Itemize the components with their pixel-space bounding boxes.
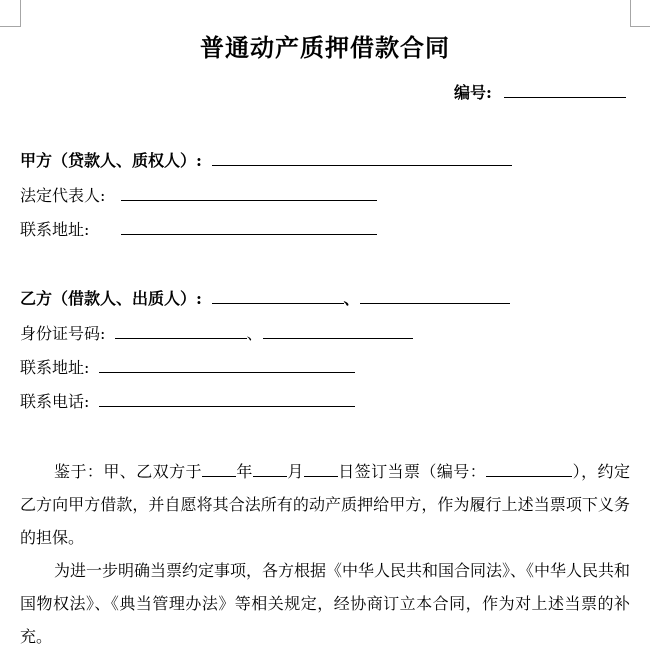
- party-a-address-label: 联系地址:: [20, 220, 90, 239]
- party-b-address-row: [20, 355, 355, 379]
- recital-text-1: 鉴于：甲、乙双方于: [54, 462, 202, 481]
- page-corner-mark-top-right: [630, 0, 650, 27]
- party-b-id-row: [20, 321, 413, 345]
- party-a-legal-rep-label: 法定代表人:: [20, 186, 106, 205]
- party-a-legal-rep-row: [20, 183, 377, 207]
- document-title: 普通动产质押借款合同: [200, 33, 450, 62]
- party-b-phone-label: 联系电话:: [20, 392, 90, 411]
- party-b-row: [20, 286, 510, 310]
- party-b-id-blank-2[interactable]: [263, 321, 413, 339]
- recital-ticket-number-blank[interactable]: [486, 460, 572, 477]
- party-b-heading: 乙方（借款人、出质人）:: [20, 289, 202, 308]
- recital-month-blank[interactable]: [253, 460, 287, 477]
- number-label: 编号:: [454, 83, 492, 102]
- page-corner-mark-top-left: [0, 0, 21, 27]
- party-b-id-separator: 、: [246, 324, 263, 343]
- party-a-address-blank[interactable]: [121, 217, 377, 235]
- party-b-phone-blank[interactable]: [99, 389, 355, 407]
- number-row: [454, 80, 626, 104]
- party-b-id-blank-1[interactable]: [115, 321, 247, 339]
- party-a-heading: 甲方（贷款人、质权人）:: [20, 151, 202, 170]
- number-blank[interactable]: [504, 80, 626, 98]
- recital-text-3: 月: [286, 462, 304, 481]
- party-a-address-row: [20, 217, 377, 241]
- party-b-separator: 、: [343, 289, 360, 308]
- party-b-address-label: 联系地址:: [20, 358, 90, 377]
- party-a-legal-rep-blank[interactable]: [121, 183, 377, 201]
- party-b-phone-row: [20, 389, 355, 413]
- party-b-blank-1[interactable]: [212, 286, 344, 304]
- recital-paragraph: [20, 455, 630, 554]
- recital-day-blank[interactable]: [304, 460, 338, 477]
- purpose-paragraph: 为进一步明确当票约定事项，各方根据《中华人民共和国合同法》、《中华人民共和国物权法》、《典当管理办法》等相关规定，经协商订立本合同，作为对上述当票的补充。: [20, 561, 631, 646]
- party-a-row: [20, 148, 512, 172]
- recital-text-5: ），约定乙方向甲方借款，并自愿将其合法所有的动产质押给甲方，作为履行上述当票项下义务的担保。: [20, 462, 630, 547]
- party-b-address-blank[interactable]: [99, 355, 355, 373]
- party-b-id-label: 身份证号码:: [20, 324, 106, 343]
- party-b-blank-2[interactable]: [360, 286, 510, 304]
- recital-year-blank[interactable]: [202, 460, 236, 477]
- party-a-blank[interactable]: [212, 148, 512, 166]
- recital-text-2: 年: [235, 462, 253, 481]
- recital-text-4: 日签订当票（编号：: [337, 462, 487, 481]
